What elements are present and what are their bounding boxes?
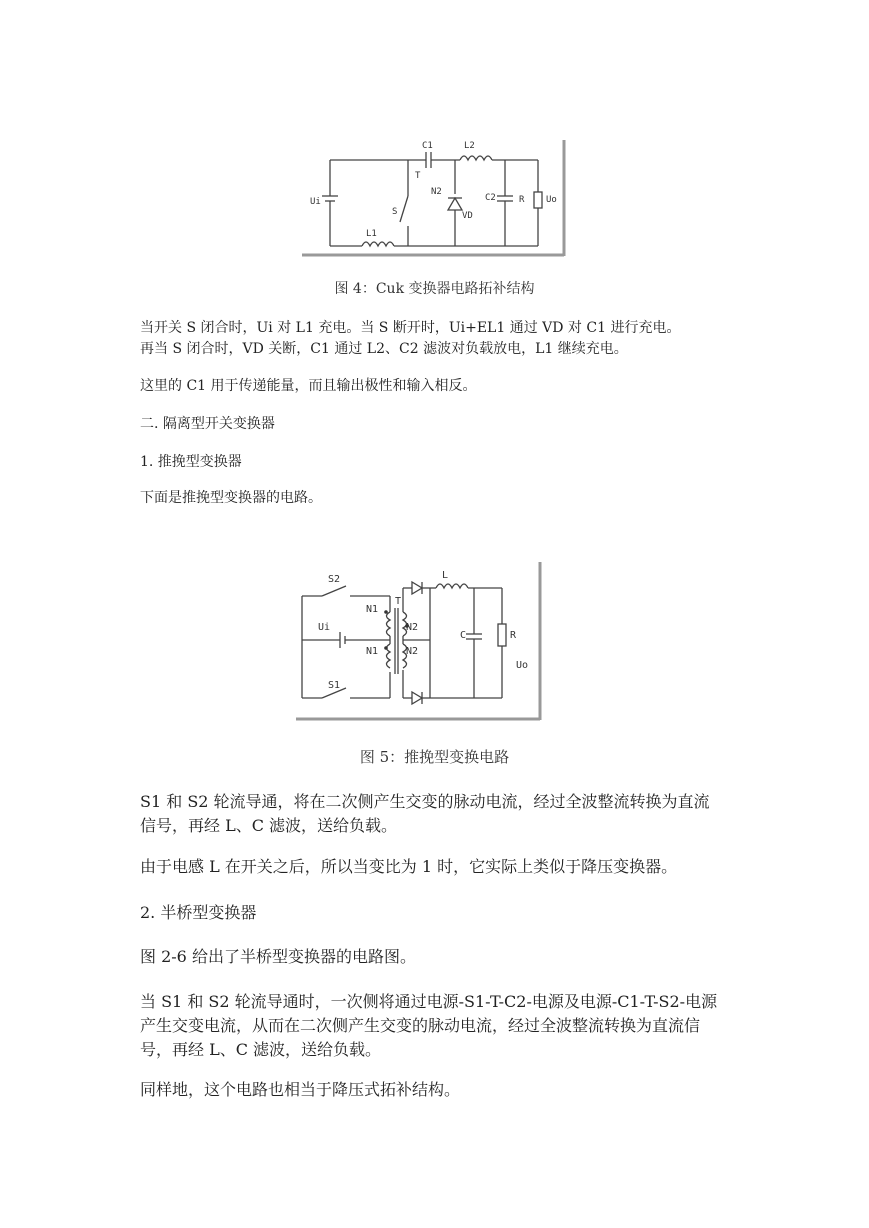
paragraph-line: 号，再经 L、C 滤波，送给负载。 — [140, 1040, 382, 1059]
paragraph-cuk-operation — [140, 318, 760, 360]
label-n2-bottom: N2 — [406, 646, 419, 657]
paragraph-line: 当 S1 和 S2 轮流导通时，一次侧将通过电源-S1-T-C2-电源及电源-C1-T-S2-电源 — [140, 992, 718, 1011]
figure-4-cuk-circuit — [300, 138, 570, 258]
paragraph-half-bridge-operation — [140, 990, 760, 1062]
label-n2-top: N2 — [406, 622, 419, 633]
label-r: R — [519, 195, 525, 205]
label-c2: C2 — [485, 193, 496, 203]
paragraph-line: 产生交变电流，从而在二次侧产生交变的脉动电流，经过全波整流转换为直流信 — [140, 1016, 701, 1035]
paragraph-line: 当开关 S 闭合时，Ui 对 L1 充电。当 S 断开时，Ui+EL1 通过 VD 对 C1 进行充电。 — [140, 320, 681, 336]
label-c: C — [460, 630, 467, 641]
figure-4-caption: 图 4：Cuk 变换器电路拓补结构 — [334, 281, 535, 297]
label-n1-top: N1 — [366, 604, 379, 615]
label-s: S — [392, 207, 398, 217]
label-uo: Uo — [546, 195, 557, 205]
label-s1: S1 — [328, 680, 341, 691]
label-l1: L1 — [366, 229, 377, 239]
label-uo: Uo — [516, 660, 529, 671]
figure-5-caption: 图 5：推挽型变换电路 — [359, 748, 510, 766]
label-l: L — [442, 570, 449, 581]
label-c1: C1 — [422, 141, 433, 151]
section-heading-isolated: 二. 隔离型开关变换器 — [140, 416, 275, 432]
label-s2: S2 — [328, 574, 341, 585]
label-ui: Ui — [318, 622, 331, 633]
paragraph-c1-role: 这里的 C1 用于传递能量，而且输出极性和输入相反。 — [140, 378, 477, 394]
paragraph-line: 信号，再经 L、C 滤波，送给负载。 — [140, 816, 398, 835]
label-t: T — [415, 171, 421, 181]
paragraph-push-pull-intro: 下面是推挽型变换器的电路。 — [140, 490, 322, 506]
paragraph-buck-topology: 同样地，这个电路也相当于降压式拓补结构。 — [140, 1080, 461, 1099]
cuk-circuit-diagram — [300, 138, 570, 258]
paragraph-line: 再当 S 闭合时，VD 关断，C1 通过 L2、C2 滤波对负载放电，L1 继续充电。 — [140, 341, 628, 357]
figure-5-push-pull-circuit — [294, 560, 546, 722]
label-n2: N2 — [431, 187, 442, 197]
label-ui: Ui — [310, 197, 321, 207]
label-vd: VD — [462, 211, 473, 221]
paragraph-push-pull-operation — [140, 790, 760, 838]
paragraph-figure-2-6: 图 2-6 给出了半桥型变换器的电路图。 — [140, 947, 416, 966]
label-t: T — [395, 596, 402, 607]
label-l2: L2 — [464, 141, 475, 151]
paragraph-line: S1 和 S2 轮流导通，将在二次侧产生交变的脉动电流，经过全波整流转换为直流 — [140, 792, 710, 811]
push-pull-circuit-diagram — [294, 560, 546, 722]
subheading-half-bridge: 2. 半桥型变换器 — [140, 903, 257, 922]
label-n1-bottom: N1 — [366, 646, 379, 657]
paragraph-inductor-note: 由于电感 L 在开关之后，所以当变比为 1 时，它实际上类似于降压变换器。 — [140, 857, 678, 876]
label-r: R — [510, 630, 517, 641]
subheading-push-pull: 1. 推挽型变换器 — [140, 454, 242, 470]
